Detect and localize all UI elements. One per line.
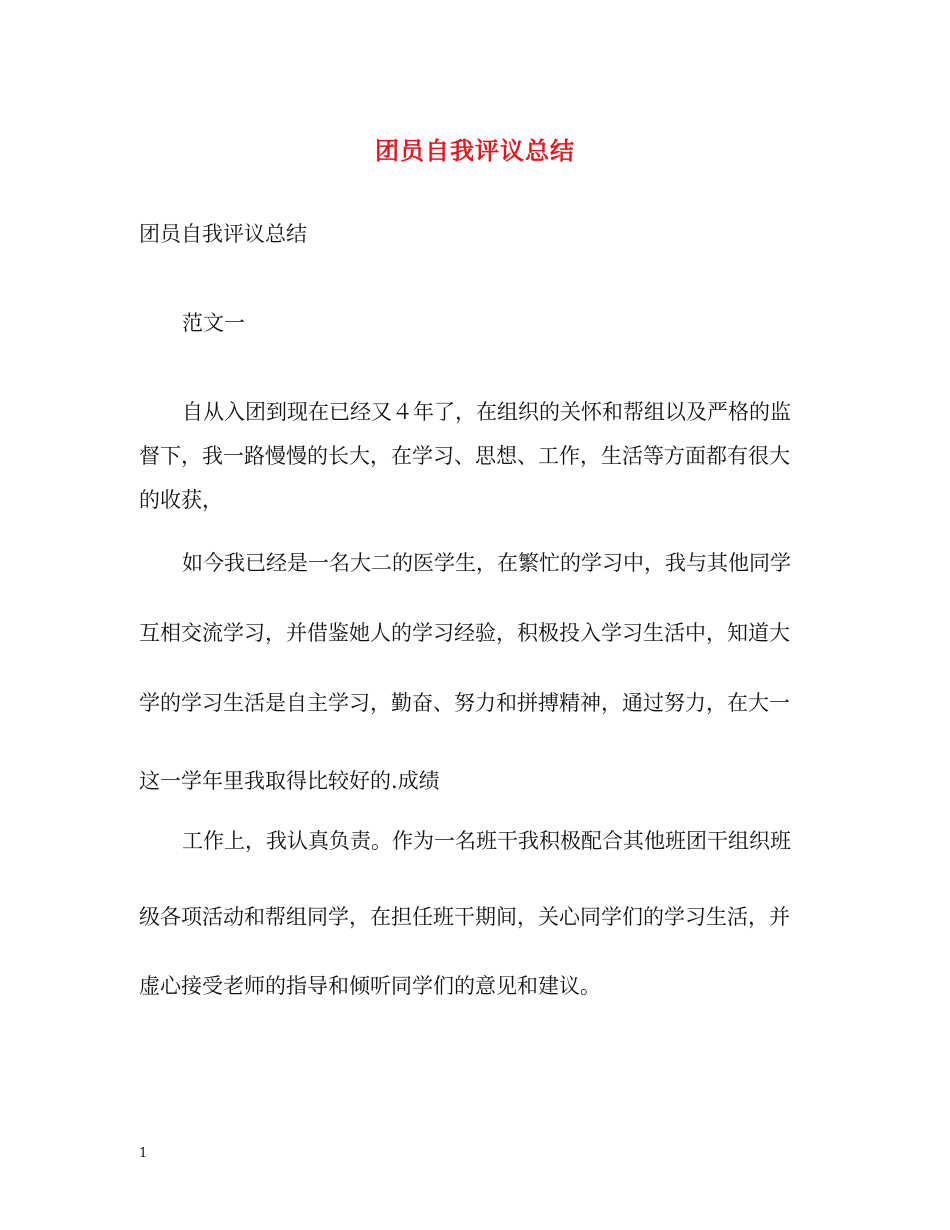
paragraph-line: 这一学年里我取得比较好的.成绩 xyxy=(139,769,440,793)
paragraph-line: 工作上，我认真负责。作为一名班干我积极配合其他班团干组织班 xyxy=(182,829,791,853)
page-number: 1 xyxy=(139,1146,148,1161)
paragraph-line: 督下，我一路慢慢的长大，在学习、思想、工作，生活等方面都有很大 xyxy=(139,444,790,468)
document-title: 团员自我评议总结 xyxy=(375,137,575,165)
paragraph-line: 的收获， xyxy=(139,488,223,512)
document-heading: 团员自我评议总结 xyxy=(139,222,307,246)
paragraph-line: 级各项活动和帮组同学，在担任班干期间，关心同学们的学习生活，并 xyxy=(139,905,790,929)
paragraph-line: 如今我已经是一名大二的医学生，在繁忙的学习中，我与其他同学 xyxy=(182,551,791,575)
paragraph-line: 自从入团到现在已经又４年了，在组织的关怀和帮组以及严格的监 xyxy=(182,400,791,424)
paragraph-line: 虚心接受老师的指导和倾听同学们的意见和建议。 xyxy=(139,974,601,998)
paragraph-line: 互相交流学习，并借鉴她人的学习经验，积极投入学习生活中，知道大 xyxy=(139,621,790,645)
paragraph-line: 学的学习生活是自主学习，勤奋、努力和拼搏精神，通过努力，在大一 xyxy=(139,691,790,715)
section-label: 范文一 xyxy=(182,311,245,335)
